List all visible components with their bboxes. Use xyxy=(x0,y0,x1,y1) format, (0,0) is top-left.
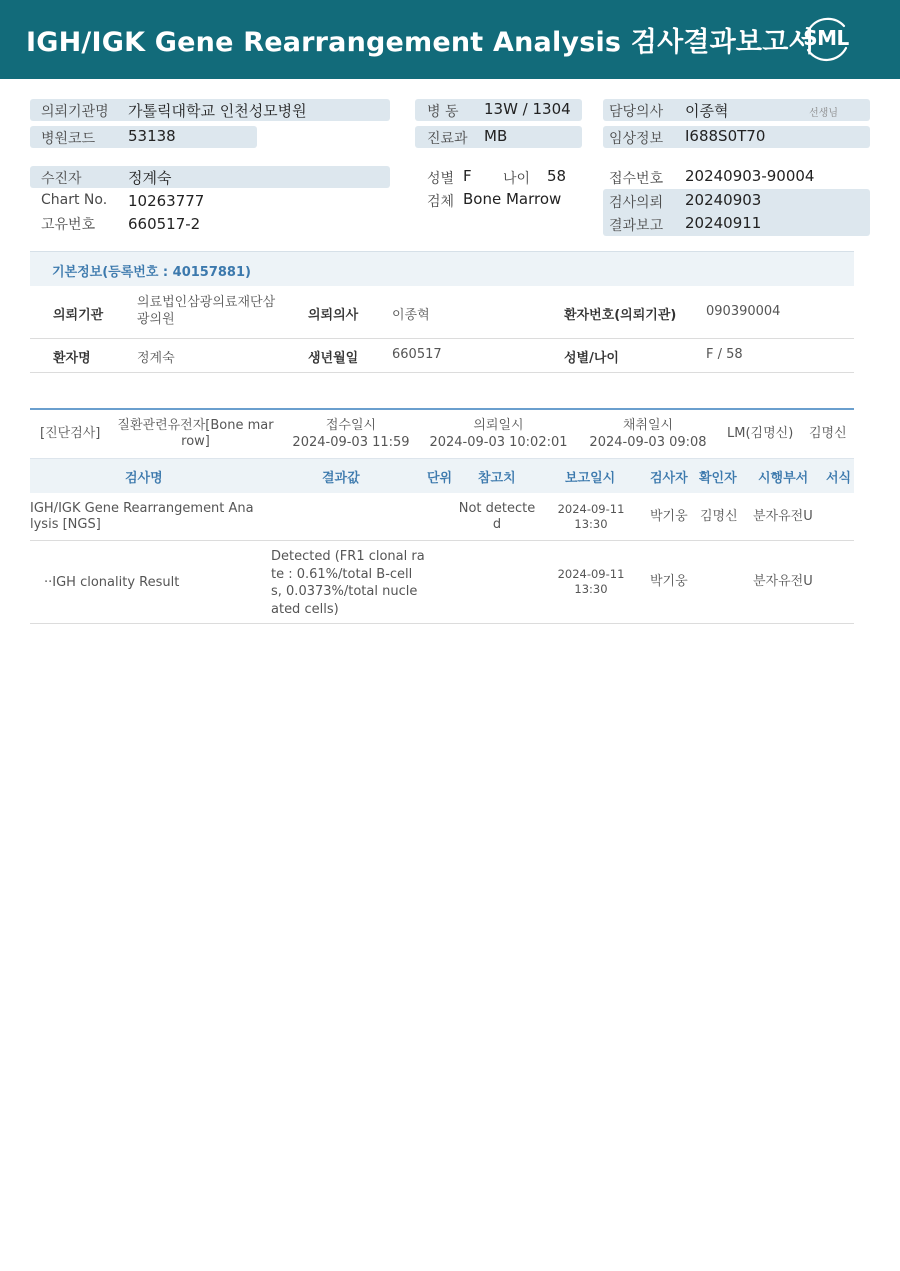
doctor-label: 담당의사 xyxy=(609,104,664,120)
ward-label: 병 동 xyxy=(427,104,459,120)
row1-confirmer: 김명신 xyxy=(700,509,738,524)
basic-key-sex-age: 성별/나이 xyxy=(564,351,619,366)
doctor-honorific: 선생님 xyxy=(809,108,838,119)
diagnosis-tag: [진단검사] xyxy=(40,426,101,441)
th-dept: 시행부서 xyxy=(758,471,809,486)
sex-label: 성별 xyxy=(427,171,455,187)
th-form: 서식 xyxy=(826,471,852,486)
request-value: 20240903 xyxy=(685,191,762,209)
row2-report-time: 2024-09-11 13:30 xyxy=(557,567,625,596)
basic-value-birth: 660517 xyxy=(392,347,442,362)
institution-value: 가톨릭대학교 인천성모병원 xyxy=(128,102,307,120)
basic-key-birth: 생년월일 xyxy=(308,351,359,366)
lm-label: LM(김명신) xyxy=(727,426,794,441)
row1-dept: 분자유전U xyxy=(753,509,813,524)
clinical-value: I688S0T70 xyxy=(685,127,766,145)
unique-no-value: 660517-2 xyxy=(128,215,201,233)
diagnosis-category: 질환관련유전자[Bone mar row] xyxy=(117,418,274,449)
chart-label: Chart No. xyxy=(41,192,108,208)
receipt-label: 접수번호 xyxy=(609,171,664,187)
section-divider xyxy=(30,408,854,410)
unique-no-label: 고유번호 xyxy=(41,217,96,233)
received-label: 접수일시 xyxy=(325,418,377,433)
age-label: 나이 xyxy=(503,171,531,187)
basic-value-patient-no: 090390004 xyxy=(706,304,781,319)
ward-value: 13W / 1304 xyxy=(484,100,571,118)
basic-key-patient-no: 환자번호(의뢰기관) xyxy=(564,308,677,323)
dept-label: 진료과 xyxy=(427,131,468,147)
collected-label: 채취일시 xyxy=(622,418,674,433)
row2-result: Detected (FR1 clonal ra te : 0.61%/total B-cell s, 0.0373%/total nucle ated cells) xyxy=(271,549,425,617)
specimen-label: 검체 xyxy=(427,194,455,210)
requested-label: 의뢰일시 xyxy=(473,418,524,433)
receipt-value: 20240903-90004 xyxy=(685,167,815,185)
clinical-label: 임상정보 xyxy=(609,131,664,147)
row-divider xyxy=(30,540,854,541)
basic-key-doctor: 의뢰의사 xyxy=(308,308,359,323)
row2-dept: 분자유전U xyxy=(753,574,813,589)
logo-text: SML xyxy=(803,26,849,50)
th-report-time: 보고일시 xyxy=(565,471,616,486)
th-test-name: 검사명 xyxy=(125,471,163,486)
patient-value: 정계숙 xyxy=(128,169,172,187)
basic-value-sex-age: F / 58 xyxy=(706,347,743,362)
dept-value: MB xyxy=(484,127,508,145)
patient-label: 수진자 xyxy=(41,171,82,187)
patient-pill xyxy=(30,166,390,188)
specimen-value: Bone Marrow xyxy=(463,190,562,208)
th-unit: 단위 xyxy=(427,471,453,486)
th-tester: 검사자 xyxy=(650,471,688,486)
basic-info-bar xyxy=(30,251,854,286)
request-label: 검사의뢰 xyxy=(609,195,664,211)
hospital-code-value: 53138 xyxy=(128,127,176,145)
th-reference: 참고치 xyxy=(478,471,516,486)
sex-value: F xyxy=(463,167,472,185)
report-header xyxy=(0,0,900,79)
row1-reference: Not detecte d xyxy=(458,501,536,532)
basic-value-name: 정계숙 xyxy=(137,351,175,366)
lm-name: 김명신 xyxy=(809,426,847,441)
row2-test-name: ··IGH clonality Result xyxy=(44,575,180,590)
received-value: 2024-09-03 11:59 xyxy=(292,435,410,450)
basic-value-doctor: 이종혁 xyxy=(392,308,430,323)
report-title: IGH/IGK Gene Rearrangement Analysis 검사결과보고서 xyxy=(26,27,815,58)
collected-value: 2024-09-03 09:08 xyxy=(589,435,707,450)
doctor-value: 이종혁 xyxy=(685,102,729,120)
institution-label: 의뢰기관명 xyxy=(41,104,109,120)
chart-value: 10263777 xyxy=(128,192,205,210)
sml-logo xyxy=(800,12,852,64)
row1-report-time: 2024-09-11 13:30 xyxy=(557,502,625,531)
th-result: 결과값 xyxy=(322,471,360,486)
hospital-code-label: 병원코드 xyxy=(41,131,96,147)
th-confirmer: 확인자 xyxy=(699,471,737,486)
basic-bottom-divider xyxy=(30,372,854,373)
row2-tester: 박기웅 xyxy=(650,574,688,589)
basic-value-institution: 의료법인삼광의료재단삼 광의원 xyxy=(137,295,276,327)
basic-info-title: 기본정보(등록번호 : 40157881) xyxy=(52,265,251,280)
basic-key-name: 환자명 xyxy=(53,351,91,366)
report-value: 20240911 xyxy=(685,214,762,232)
report-label: 결과보고 xyxy=(609,218,664,234)
table-bottom-divider xyxy=(30,623,854,624)
requested-value: 2024-09-03 10:02:01 xyxy=(429,435,568,450)
row1-tester: 박기웅 xyxy=(650,509,688,524)
age-value: 58 xyxy=(547,167,567,185)
basic-row-divider xyxy=(30,338,854,339)
basic-key-institution: 의뢰기관 xyxy=(53,308,104,323)
row1-test-name: IGH/IGK Gene Rearrangement Ana lysis [NGS] xyxy=(30,501,254,532)
